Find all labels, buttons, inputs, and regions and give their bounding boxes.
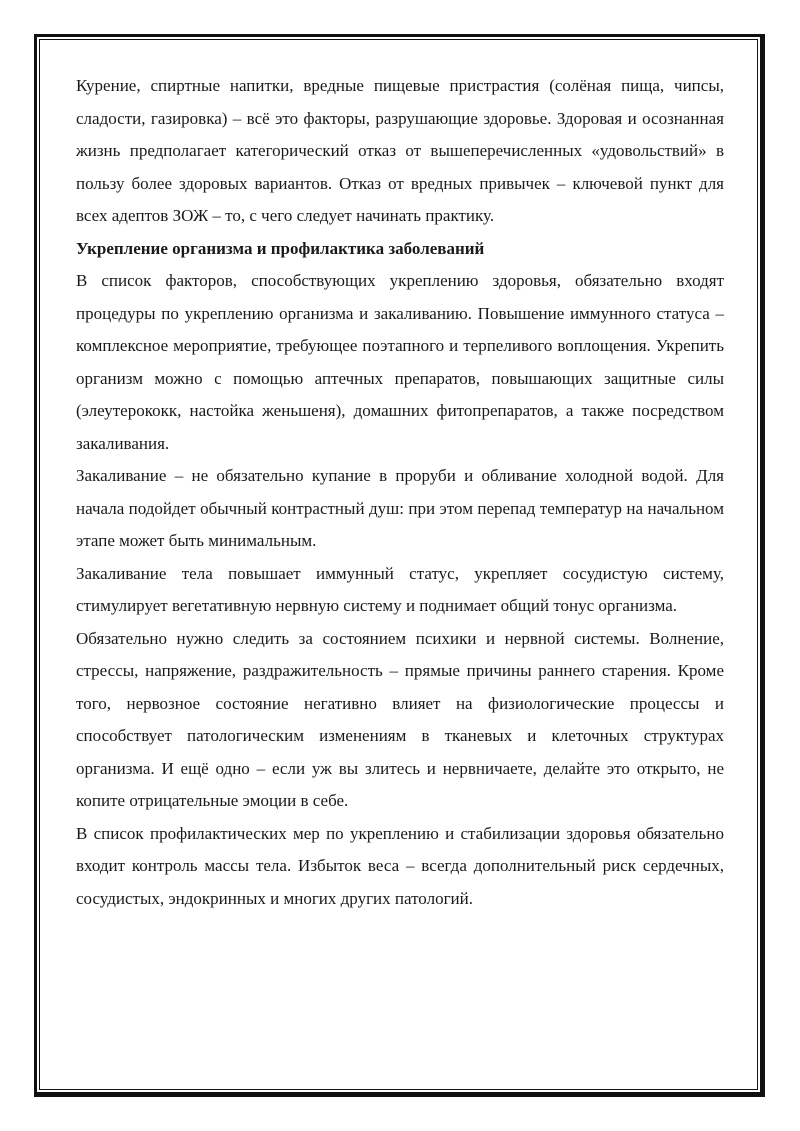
paragraph-weight-control: В список профилактических мер по укреплению и стабилизации здоровья обязательно входит контроль массы тела. Избыток веса – всегда дополнительный риск сердечных, сосудистых, эндокринных и многих других патологий. (76, 823, 724, 908)
paragraph-bad-habits: Курение, спиртные напитки, вредные пищевые пристрастия (солёная пища, чипсы, сладости, газировка) – всё это факторы, разрушающие здоровье. Здоровая и осознанная жизнь предполагает категорический отказ от вышеперечисленных «удовольствий» в пользу более здоровых вариантов. Отказ от вредных привычек – ключевой пункт для всех адептов ЗОЖ – то, с чего следует начинать практику. (76, 76, 724, 225)
section-heading: Укрепление организма и профилактика заболеваний (76, 238, 485, 258)
document-body (76, 70, 724, 915)
paragraph-hardening-benefits: Закаливание тела повышает иммунный статус, укрепляет сосудистую систему, стимулирует вегетативную нервную систему и поднимает общий тонус организма. (76, 563, 724, 615)
paragraph-strengthening: В список факторов, способствующих укреплению здоровья, обязательно входят процедуры по укреплению организма и закаливанию. Повышение иммунного статуса – комплексное мероприятие, требующее поэтапного и терпеливого воплощения. Укрепить организм можно с помощью аптечных препаратов, повышающих защитные силы (элеутерококк, настойка женьшеня), домашних фитопрепаратов, а также посредством закаливания. (76, 271, 724, 453)
paragraph-hardening: Закаливание – не обязательно купание в проруби и обливание холодной водой. Для начала подойдет обычный контрастный душ: при этом перепад температур на начальном этапе может быть минимальным. (76, 466, 724, 550)
paragraph-nervous-system: Обязательно нужно следить за состоянием психики и нервной системы. Волнение, стрессы, напряжение, раздражительность – прямые причины раннего старения. Кроме того, нервозное состояние негативно влияет на физиологические процессы и способствует патологическим изменениям в тканевых и клеточных структурах организма. И ещё одно – если уж вы злитесь и нервничаете, делайте это открыто, не копите отрицательные эмоции в себе. (76, 628, 724, 810)
